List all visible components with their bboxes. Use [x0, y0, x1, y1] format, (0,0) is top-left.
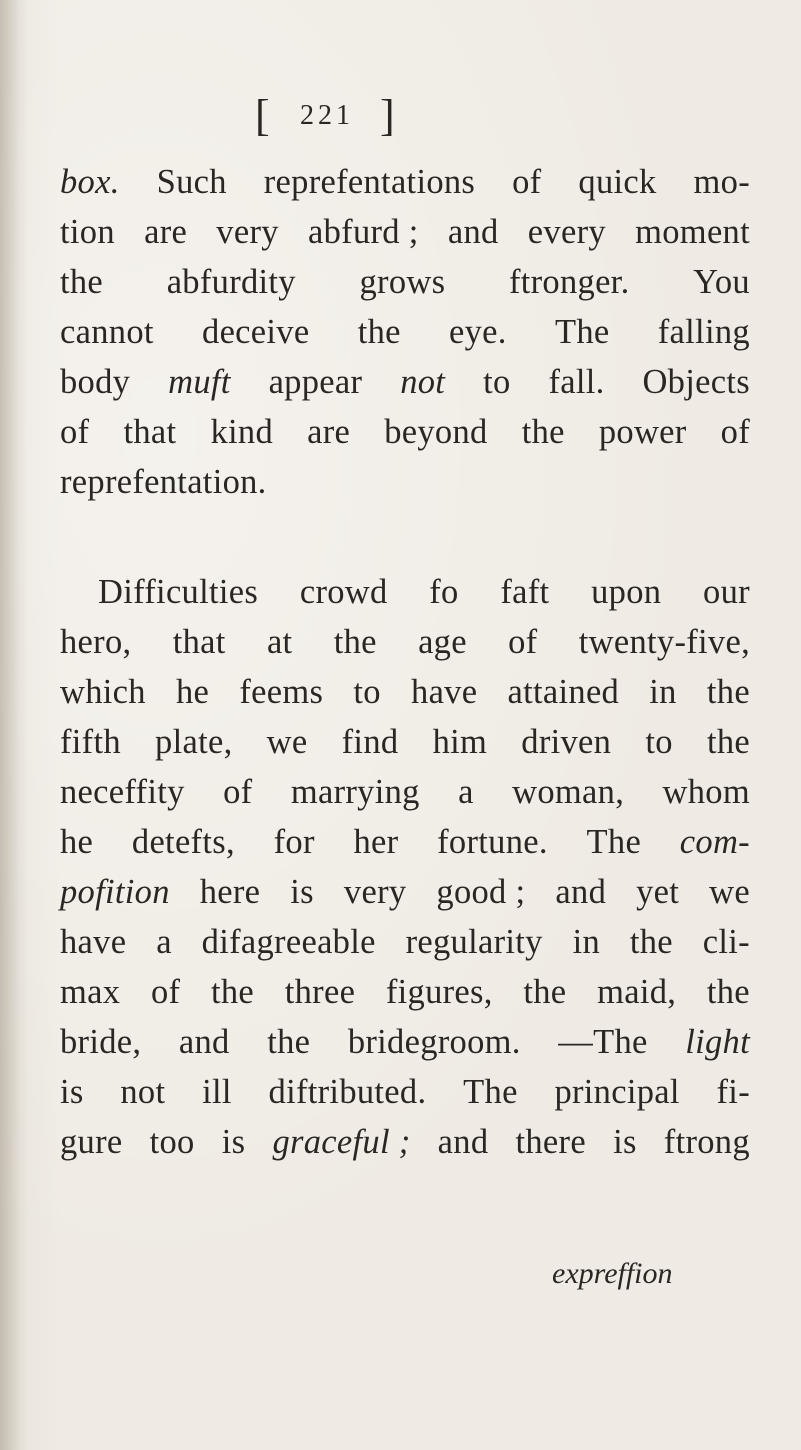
text-line	[60, 257, 750, 307]
text-line	[60, 567, 750, 617]
text-line	[60, 817, 750, 867]
word: power	[598, 413, 687, 451]
page-number: 221	[300, 100, 354, 131]
word: the	[333, 623, 377, 661]
text-line	[60, 867, 750, 917]
word: cannot	[60, 313, 154, 351]
word: quick	[578, 163, 657, 201]
word: ftrong	[663, 1123, 750, 1161]
word: crowd	[299, 573, 388, 611]
word: for	[273, 823, 315, 861]
text-line	[60, 307, 750, 357]
word: the	[706, 973, 750, 1011]
word: figures,	[385, 973, 493, 1011]
word: marrying	[290, 773, 420, 811]
text-line	[60, 357, 750, 407]
word: a	[156, 923, 172, 961]
text-line	[60, 667, 750, 717]
word: box.	[60, 163, 120, 201]
word: plate,	[155, 723, 233, 761]
word: abfurd ;	[308, 213, 419, 251]
word: our	[703, 573, 750, 611]
word: feems	[239, 673, 324, 711]
word: the	[706, 673, 750, 711]
text-line	[60, 917, 750, 967]
word: regularity	[405, 923, 543, 961]
word: Objects	[642, 363, 750, 401]
word: difagreeable	[201, 923, 376, 961]
word: cli-	[702, 923, 750, 961]
word: Difficulties	[98, 573, 259, 611]
word: twenty-five,	[578, 623, 750, 661]
word: mo-	[693, 163, 750, 201]
word: max	[60, 973, 121, 1011]
word: com-	[679, 823, 750, 861]
word: gure	[60, 1123, 123, 1161]
word: The	[586, 823, 642, 861]
text-line	[60, 967, 750, 1017]
word: pofition	[60, 873, 170, 911]
word: fi-	[716, 1073, 750, 1111]
word: find	[341, 723, 399, 761]
word: not	[400, 363, 446, 401]
word: eye.	[449, 313, 507, 351]
text-line	[60, 717, 750, 767]
word: the	[706, 723, 750, 761]
word: is	[221, 1123, 246, 1161]
word: —The	[558, 1023, 648, 1061]
word: fo	[429, 573, 459, 611]
paragraph-2	[60, 567, 750, 1167]
text-line	[60, 1017, 750, 1067]
word: of	[512, 163, 542, 201]
word: reprefentations	[263, 163, 476, 201]
word: principal	[554, 1073, 680, 1111]
word: graceful ;	[272, 1123, 411, 1161]
word: he	[176, 673, 210, 711]
word: of	[150, 973, 181, 1011]
paragraph-1	[60, 157, 750, 507]
word: the	[521, 413, 565, 451]
header-left-bracket: [	[255, 91, 270, 140]
word: driven	[521, 723, 612, 761]
word: have	[411, 673, 478, 711]
text-line	[60, 457, 750, 507]
text-line	[60, 157, 750, 207]
word: which	[60, 673, 146, 711]
word: the	[523, 973, 567, 1011]
word: falling	[657, 313, 750, 351]
word: reprefentation.	[60, 463, 267, 501]
word: of	[223, 773, 253, 811]
word: maid,	[597, 973, 677, 1011]
word: we	[709, 873, 750, 911]
word: in	[649, 673, 677, 711]
word: and	[555, 873, 607, 911]
word: is	[613, 1123, 637, 1161]
word: to	[353, 673, 381, 711]
word: not	[120, 1073, 166, 1111]
word: very	[343, 873, 407, 911]
word: appear	[268, 363, 363, 401]
word: yet	[636, 873, 680, 911]
word: beyond	[384, 413, 488, 451]
page-header	[255, 88, 405, 144]
word: attained	[507, 673, 620, 711]
word: the	[357, 313, 401, 351]
word: good ;	[436, 873, 526, 911]
word: age	[418, 623, 467, 661]
word: every	[527, 213, 606, 251]
word: to	[483, 363, 511, 401]
page-gutter-shadow	[0, 0, 28, 1450]
text-line	[60, 617, 750, 667]
word: woman,	[512, 773, 625, 811]
word: too	[149, 1123, 195, 1161]
word: very	[216, 213, 279, 251]
word: upon	[591, 573, 662, 611]
text-line	[60, 767, 750, 817]
word: grows	[359, 263, 446, 301]
word: is	[60, 1073, 84, 1111]
word: we	[266, 723, 308, 761]
word: faft	[500, 573, 550, 611]
word: and	[447, 213, 499, 251]
word: fifth	[60, 723, 121, 761]
text-line	[60, 1067, 750, 1117]
word: have	[60, 923, 127, 961]
word: are	[307, 413, 351, 451]
word: detefts,	[131, 823, 235, 861]
word: fortune.	[437, 823, 548, 861]
word: diftributed.	[268, 1073, 427, 1111]
word: the	[267, 1023, 311, 1061]
word: The	[554, 313, 610, 351]
word: the	[629, 923, 673, 961]
word: a	[458, 773, 474, 811]
word: is	[290, 873, 314, 911]
word: bridegroom.	[347, 1023, 521, 1061]
word: fall.	[548, 363, 605, 401]
body-text	[60, 157, 750, 1167]
word: bride,	[60, 1023, 142, 1061]
word: moment	[635, 213, 750, 251]
word: him	[432, 723, 488, 761]
text-line	[60, 207, 750, 257]
word: that	[172, 623, 226, 661]
word: muft	[168, 363, 231, 401]
word: are	[144, 213, 188, 251]
word: there	[515, 1123, 586, 1161]
word: body	[60, 363, 131, 401]
word: her	[353, 823, 399, 861]
word: at	[266, 623, 293, 661]
word: whom	[662, 773, 750, 811]
word: kind	[210, 413, 274, 451]
word: and	[178, 1023, 230, 1061]
word: deceive	[202, 313, 310, 351]
word: he	[60, 823, 94, 861]
word: ftronger.	[508, 263, 630, 301]
word: to	[645, 723, 673, 761]
word: neceffity	[60, 773, 185, 811]
text-line	[60, 407, 750, 457]
word: You	[693, 263, 750, 301]
word: Such	[156, 163, 227, 201]
word: and	[437, 1123, 489, 1161]
word: light	[685, 1023, 750, 1061]
word: the	[60, 263, 104, 301]
word: abfurdity	[166, 263, 296, 301]
text-line	[60, 1117, 750, 1167]
word: The	[463, 1073, 518, 1111]
word: of	[60, 413, 90, 451]
word: here	[199, 873, 261, 911]
word: tion	[60, 213, 115, 251]
paragraph-gap	[60, 507, 750, 567]
word: in	[572, 923, 600, 961]
header-right-bracket: ]	[380, 91, 395, 140]
word: hero,	[60, 623, 132, 661]
word: the	[211, 973, 255, 1011]
word: of	[508, 623, 538, 661]
word: ill	[202, 1073, 232, 1111]
word: of	[720, 413, 750, 451]
word: three	[284, 973, 356, 1011]
catchword: expreffion	[552, 1257, 673, 1290]
word: that	[123, 413, 177, 451]
